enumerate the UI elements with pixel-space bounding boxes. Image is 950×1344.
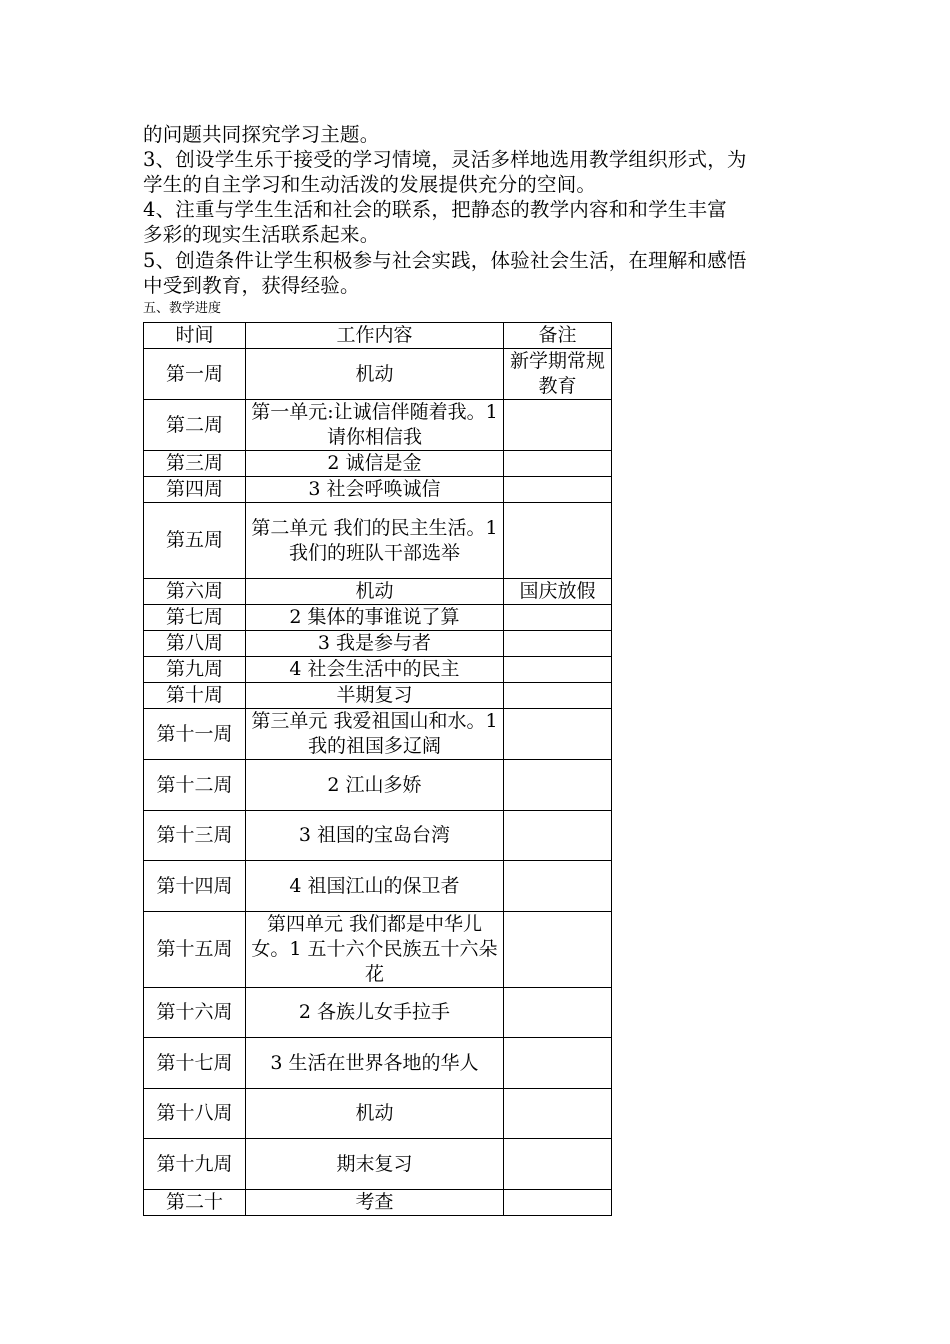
cell-time: 第十七周 xyxy=(144,1038,246,1089)
cell-note xyxy=(504,1190,612,1216)
table-row xyxy=(144,451,612,477)
cell-content: 2 诚信是金 xyxy=(246,451,504,477)
header-content: 工作内容 xyxy=(246,323,504,349)
table-row xyxy=(144,683,612,709)
cell-content: 半期复习 xyxy=(246,683,504,709)
cell-content: 考查 xyxy=(246,1190,504,1216)
cell-content: 4 祖国江山的保卫者 xyxy=(246,861,504,912)
cell-time: 第十六周 xyxy=(144,988,246,1038)
paragraph xyxy=(143,248,813,298)
cell-note xyxy=(504,760,612,811)
cell-note xyxy=(504,683,612,709)
cell-time: 第六周 xyxy=(144,579,246,605)
cell-content: 2 集体的事谁说了算 xyxy=(246,605,504,631)
table-row xyxy=(144,579,612,605)
cell-note xyxy=(504,503,612,579)
cell-note xyxy=(504,1139,612,1190)
cell-content: 3 祖国的宝岛台湾 xyxy=(246,811,504,861)
cell-time: 第二十 xyxy=(144,1190,246,1216)
table-row xyxy=(144,400,612,451)
cell-time: 第十五周 xyxy=(144,912,246,988)
table-row xyxy=(144,657,612,683)
cell-time: 第四周 xyxy=(144,477,246,503)
cell-content: 期末复习 xyxy=(246,1139,504,1190)
table-row xyxy=(144,988,612,1038)
cell-content: 机动 xyxy=(246,1089,504,1139)
cell-time: 第十三周 xyxy=(144,811,246,861)
table-row xyxy=(144,709,612,760)
table-row xyxy=(144,811,612,861)
header-time: 时间 xyxy=(144,323,246,349)
paragraph-line: 5、创造条件让学生积极参与社会实践，体验社会生活，在理解和感悟 xyxy=(143,249,747,272)
cell-time: 第二周 xyxy=(144,400,246,451)
cell-note xyxy=(504,709,612,760)
table-row xyxy=(144,1038,612,1089)
cell-content: 2 江山多娇 xyxy=(246,760,504,811)
cell-content: 4 社会生活中的民主 xyxy=(246,657,504,683)
cell-note: 新学期常规教育 xyxy=(504,349,612,400)
cell-time: 第八周 xyxy=(144,631,246,657)
cell-time: 第五周 xyxy=(144,503,246,579)
cell-time: 第十九周 xyxy=(144,1139,246,1190)
paragraph xyxy=(143,197,813,247)
table-row xyxy=(144,1089,612,1139)
cell-time: 第十四周 xyxy=(144,861,246,912)
paragraph-line: 学生的自主学习和生动活泼的发展提供充分的空间。 xyxy=(143,173,597,196)
cell-time: 第十八周 xyxy=(144,1089,246,1139)
paragraph-line: 3、创设学生乐于接受的学习情境，灵活多样地选用教学组织形式，为 xyxy=(143,148,747,171)
cell-note xyxy=(504,631,612,657)
cell-time: 第三周 xyxy=(144,451,246,477)
cell-note xyxy=(504,451,612,477)
cell-content: 第二单元 我们的民主生活。1 我们的班队干部选举 xyxy=(246,503,504,579)
cell-note xyxy=(504,400,612,451)
cell-note xyxy=(504,988,612,1038)
cell-content: 3 社会呼唤诚信 xyxy=(246,477,504,503)
cell-note xyxy=(504,1089,612,1139)
cell-note xyxy=(504,811,612,861)
table-row xyxy=(144,861,612,912)
schedule-table xyxy=(143,322,612,1216)
table-row xyxy=(144,503,612,579)
table-row xyxy=(144,349,612,400)
cell-time: 第九周 xyxy=(144,657,246,683)
paragraph-line: 多彩的现实生活联系起来。 xyxy=(143,223,380,246)
cell-note xyxy=(504,912,612,988)
cell-time: 第十周 xyxy=(144,683,246,709)
cell-content: 机动 xyxy=(246,349,504,400)
table-header-row xyxy=(144,323,612,349)
cell-content: 第一单元:让诚信伴随着我。1 请你相信我 xyxy=(246,400,504,451)
table-row xyxy=(144,605,612,631)
cell-content: 3 生活在世界各地的华人 xyxy=(246,1038,504,1089)
table-row xyxy=(144,1139,612,1190)
header-note: 备注 xyxy=(504,323,612,349)
cell-note xyxy=(504,1038,612,1089)
cell-note: 国庆放假 xyxy=(504,579,612,605)
section-heading: 五、教学进度 xyxy=(143,301,222,316)
cell-time: 第十二周 xyxy=(144,760,246,811)
paragraph-line: 4、注重与学生生活和社会的联系，把静态的教学内容和和学生丰富 xyxy=(143,198,727,221)
paragraph-line: 中受到教育，获得经验。 xyxy=(143,274,360,297)
cell-content: 机动 xyxy=(246,579,504,605)
cell-note xyxy=(504,861,612,912)
cell-time: 第一周 xyxy=(144,349,246,400)
cell-content: 3 我是参与者 xyxy=(246,631,504,657)
cell-content: 第三单元 我爱祖国山和水。1 我的祖国多辽阔 xyxy=(246,709,504,760)
paragraph-line: 的问题共同探究学习主题。 xyxy=(143,123,380,146)
table-row xyxy=(144,760,612,811)
table-row xyxy=(144,1190,612,1216)
table-row xyxy=(144,477,612,503)
cell-content: 2 各族儿女手拉手 xyxy=(246,988,504,1038)
paragraph xyxy=(143,147,813,197)
cell-time: 第七周 xyxy=(144,605,246,631)
cell-time: 第十一周 xyxy=(144,709,246,760)
cell-note xyxy=(504,605,612,631)
cell-note xyxy=(504,477,612,503)
table-row xyxy=(144,912,612,988)
table-row xyxy=(144,631,612,657)
cell-note xyxy=(504,657,612,683)
cell-content: 第四单元 我们都是中华儿女。1 五十六个民族五十六朵花 xyxy=(246,912,504,988)
paragraph xyxy=(143,122,813,147)
